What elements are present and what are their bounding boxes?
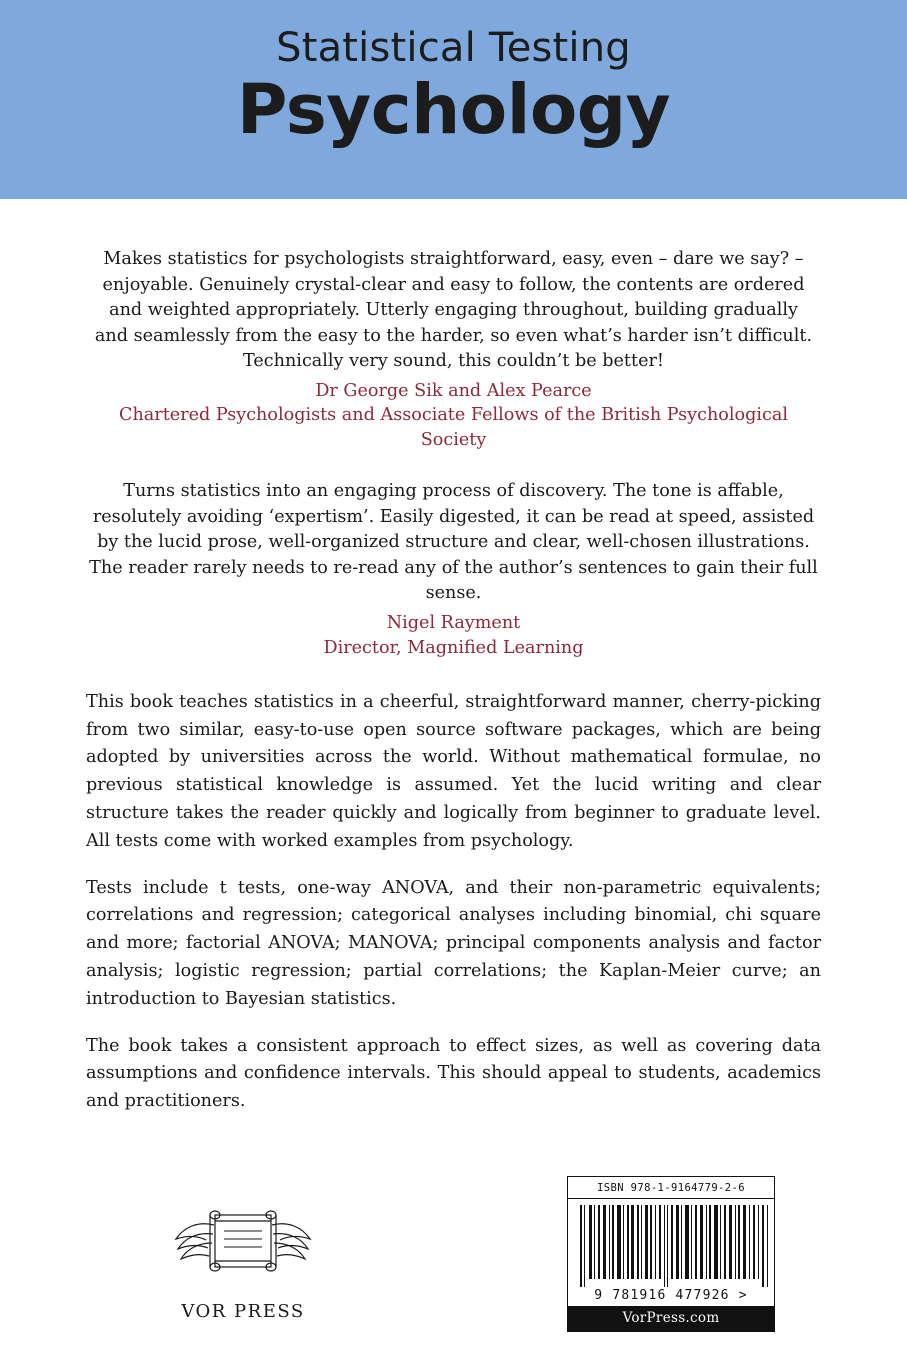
series-title: Statistical Testing — [276, 25, 631, 71]
review-attribution-role: Chartered Psychologists and Associate Fellows of the British Psychological Society — [119, 405, 788, 451]
review-quote: Turns statistics into an engaging process of discovery. The tone is affable, resolutely avoiding ‘expertism’. Easily digested, it can be read at speed, assisted by the lucid prose, well-organized structure and clear, well-chosen illustrations. The reader rarely needs to re-read any of the author’s sentences to gain their full sense. — [89, 481, 818, 604]
barcode-digits: 9 781916 477926 — [594, 1288, 730, 1303]
review-attribution-name: Nigel Rayment — [386, 612, 521, 633]
review-attribution-role: Director, Magnified Learning — [323, 637, 584, 658]
blurb-paragraph: This book teaches statistics in a cheerful, straightforward manner, cherry-picking from two similar, easy-to-use open source software packages, which are being adopted by universities across the world. Without mathematical formulae, no previous statistical knowledge is assumed. Yet the lucid writing and clear structure takes the reader quickly and logically from beginner to graduate level. All tests come with worked examples from psychology. — [86, 691, 821, 851]
isbn-label: ISBN 978-1-9164779-2-6 — [568, 1182, 774, 1199]
blurb-paragraph: The book takes a consistent approach to effect sizes, as well as covering data assumptions and confidence intervals. This should appeal to students, academics and practitioners. — [86, 1035, 821, 1112]
barcode-block — [567, 1176, 775, 1332]
winged-scroll-logo-icon — [168, 1276, 318, 1295]
review-attribution-name: Dr George Sik and Alex Pearce — [315, 380, 592, 401]
barcode-supplement: > — [738, 1288, 748, 1303]
publisher-url: VorPress.com — [568, 1306, 774, 1331]
back-cover-content — [0, 199, 907, 1116]
book-title: Psychology — [236, 70, 671, 150]
review-block-1 — [85, 247, 822, 453]
cover-header-band — [0, 0, 907, 199]
review-block-2 — [85, 479, 822, 660]
blurb-paragraph: Tests include t tests, one-way ANOVA, and their non-parametric equivalents; correlations and regression; categorical analyses including binomial, chi square and more; factorial ANOVA; MANOVA; principal components analysis and factor analysis; logistic regression; partial correlations; the Kaplan-Meier curve; an introduction to Bayesian statistics. — [86, 877, 821, 1009]
barcode-bars-icon — [578, 1205, 778, 1287]
publisher-name: VOR PRESS — [181, 1301, 305, 1322]
back-cover-footer — [0, 1140, 907, 1360]
publisher-block — [148, 1191, 338, 1322]
blurb-section — [85, 689, 822, 1116]
review-quote: Makes statistics for psychologists straightforward, easy, even – dare we say? – enjoyable. Genuinely crystal-clear and easy to follow, the contents are ordered and weighted appropriately. Utterly engaging throughout, building gradually and seamlessly from the easy to the harder, so even what’s harder isn’t difficult. Technically very sound, this couldn’t be better! — [94, 249, 813, 371]
